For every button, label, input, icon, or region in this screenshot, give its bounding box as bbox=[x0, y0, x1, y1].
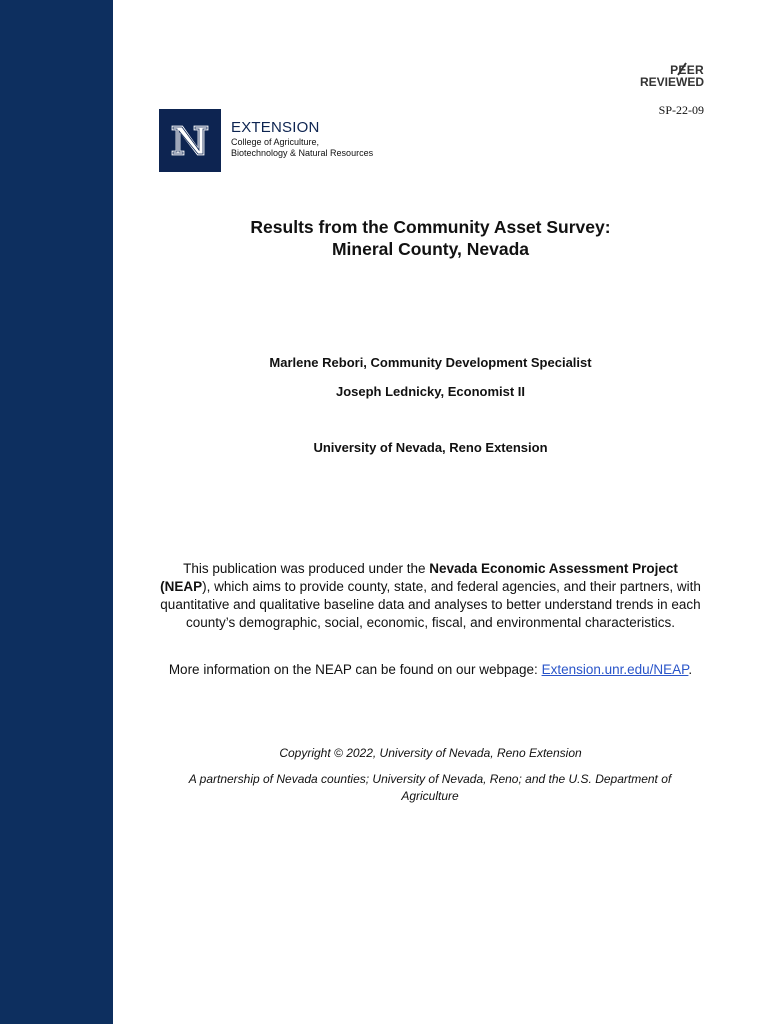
document-title bbox=[113, 216, 748, 260]
partnership-statement: A partnership of Nevada counties; University of Nevada, Reno; and the U.S. Department of Agriculture bbox=[188, 772, 672, 803]
title-line-1: Results from the Community Asset Survey: bbox=[250, 217, 611, 237]
author-2: Joseph Lednicky, Economist II bbox=[335, 384, 526, 399]
neap-project-name: Nevada Economic Assessment Project (NEAP bbox=[160, 561, 678, 594]
more-info-end: . bbox=[688, 662, 693, 677]
institution: University of Nevada, Reno Extension bbox=[313, 440, 548, 455]
extension-name: EXTENSION bbox=[231, 119, 320, 136]
university-n-logo bbox=[159, 109, 221, 172]
intro-text-before: This publication was produced under the bbox=[183, 561, 430, 576]
peer-reviewed-badge bbox=[639, 62, 708, 94]
college-name-line-1: College of Agriculture, bbox=[231, 137, 320, 147]
intro-paragraph bbox=[158, 560, 703, 632]
college-name-line-2: Biotechnology & Natural Resources bbox=[231, 148, 374, 158]
badge-reviewed-text: REVIEWED bbox=[639, 75, 704, 89]
badge-peer-text: PEER bbox=[670, 63, 704, 77]
copyright-notice: Copyright © 2022, University of Nevada, Reno Extension bbox=[279, 746, 582, 760]
author-1: Marlene Rebori, Community Development Specialist bbox=[269, 355, 592, 370]
sidebar-band bbox=[0, 0, 113, 1024]
neap-webpage-link[interactable]: Extension.unr.edu/NEAP bbox=[541, 662, 689, 677]
n-logo-icon bbox=[159, 109, 221, 172]
more-info-paragraph bbox=[113, 661, 748, 679]
title-line-2: Mineral County, Nevada bbox=[331, 239, 530, 259]
intro-text-after: ), which aims to provide county, state, and federal agencies, and their partners, with quantitative and qualitative baseline data and analyses to better understand trends in each county’s demographic, social, economic, fiscal, and environmental characteristics. bbox=[160, 579, 701, 630]
document-number: SP-22-09 bbox=[658, 103, 704, 117]
extension-logo-text bbox=[231, 119, 373, 159]
more-info-text: More information on the NEAP can be found on our webpage: bbox=[168, 662, 542, 677]
